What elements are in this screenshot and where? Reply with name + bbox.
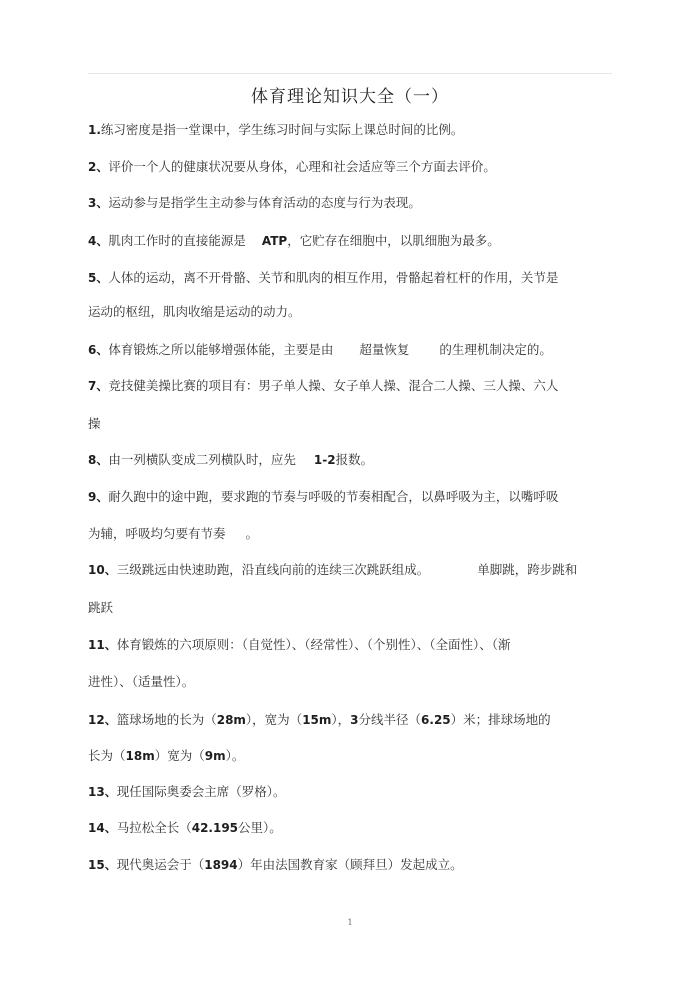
list-item <box>88 193 618 211</box>
list-item <box>88 450 618 468</box>
item-text: 现代奥运会于（ <box>116 857 205 872</box>
list-item <box>88 231 618 249</box>
item-text: 评价一个人的健康状况要从身体，心理和社会适应等三个方面去评价。 <box>108 159 496 174</box>
item-number: 1. <box>88 123 101 137</box>
list-item <box>88 710 618 728</box>
page-title: 体育理论知识大全（一） <box>251 87 449 107</box>
item-text: ）米；排球场地的 <box>450 712 551 727</box>
item-text: 篮球场地的长为（ <box>116 712 217 727</box>
list-item <box>88 818 618 836</box>
item-text: 。 <box>245 526 259 541</box>
list-item <box>88 268 618 286</box>
item-highlight: 1894 <box>204 858 238 872</box>
item-text: 耐久跑中的途中跑，要求跑的节奏与呼吸的节奏相配合，以鼻呼吸为主，以嘴呼吸 <box>108 489 559 504</box>
item-text: 运动的枢纽，肌肉收缩是运动的动力。 <box>88 304 301 319</box>
item-text: 报数。 <box>335 452 374 467</box>
item-text: ，它贮存在细胞中，以肌细胞为最多。 <box>287 233 500 248</box>
item-highlight: 9m <box>204 749 226 763</box>
item-highlight: 18m <box>125 749 155 763</box>
item-text: 体育锻炼之所以能够增强体能，主要是由 <box>108 342 334 357</box>
list-item <box>88 120 618 138</box>
item-highlight: 1-2 <box>313 453 336 467</box>
item-number: 2、 <box>88 160 109 174</box>
item-number: 3、 <box>88 196 109 210</box>
header-rule <box>88 73 612 74</box>
item-number: 15、 <box>88 858 117 872</box>
list-item <box>88 157 618 175</box>
item-text: ），宽为（ <box>245 712 303 727</box>
item-number: 11、 <box>88 638 117 652</box>
item-text: 单脚跳，跨步跳和 <box>477 562 578 577</box>
item-text: ）年由法国教育家（顾拜旦）发起成立。 <box>237 857 463 872</box>
item-text: 竞技健美操比赛的项目有：男子单人操、女子单人操、混合二人操、三人操、六人 <box>108 378 559 393</box>
item-text: 肌肉工作时的直接能源是 <box>108 233 246 248</box>
list-item <box>88 855 618 873</box>
item-text: 分线半径（ <box>358 712 422 727</box>
list-item-continuation <box>88 414 618 432</box>
item-text: 操 <box>88 416 101 431</box>
item-text: ）， <box>331 712 351 727</box>
list-item <box>88 782 618 800</box>
item-text: 长为（ <box>88 748 126 763</box>
item-text: ）宽为（ <box>154 748 205 763</box>
list-item <box>88 487 618 505</box>
item-number: 12、 <box>88 713 117 727</box>
page-number: 1 <box>347 918 353 927</box>
item-text: 由一列横队变成二列横队时，应先 <box>108 452 296 467</box>
item-text: 人体的运动，离不开骨骼、关节和肌肉的相互作用，骨骼起着杠杆的作用，关节是 <box>108 270 559 285</box>
item-text: 公里）。 <box>238 820 282 835</box>
item-highlight: 42.195 <box>191 821 239 835</box>
item-number: 4、 <box>88 234 109 248</box>
list-item-continuation <box>88 524 618 542</box>
item-highlight: 15m <box>302 713 332 727</box>
item-text: 跳跃 <box>88 600 114 615</box>
item-text: 的生理机制决定的。 <box>439 342 552 357</box>
list-item-continuation <box>88 302 618 320</box>
list-item <box>88 376 618 394</box>
item-number: 13、 <box>88 785 117 799</box>
item-highlight: 3 <box>350 713 359 727</box>
list-item-continuation <box>88 672 618 690</box>
list-item-continuation <box>88 598 618 616</box>
item-text: 三级跳远由快速助跑，沿直线向前的连续三次跳跃组成。 <box>116 562 430 577</box>
item-text: 现任国际奥委会主席（罗格）。 <box>116 784 286 799</box>
item-text: 进性）、（适量性）。 <box>88 674 195 689</box>
list-item-continuation <box>88 746 618 764</box>
item-number: 10、 <box>88 563 117 577</box>
item-number: 7、 <box>88 379 109 393</box>
item-number: 6、 <box>88 343 109 357</box>
item-text: 体育锻炼的六项原则：（自觉性）、（经常性）、（个别性）、（全面性）、（渐 <box>116 637 511 652</box>
item-number: 8、 <box>88 453 109 467</box>
item-number: 14、 <box>88 821 117 835</box>
item-highlight: 超量恢复 <box>359 342 410 357</box>
item-text: 为辅，呼吸均匀要有节奏 <box>88 526 226 541</box>
item-text: 运动参与是指学生主动参与体育活动的态度与行为表现。 <box>108 195 421 210</box>
item-text: 练习密度是指一堂课中，学生练习时间与实际上课总时间的比例。 <box>100 122 464 137</box>
list-item <box>88 560 618 578</box>
list-item <box>88 340 618 358</box>
item-text: 马拉松全长（ <box>116 820 192 835</box>
item-highlight: 28m <box>216 713 246 727</box>
item-number: 5、 <box>88 271 109 285</box>
item-text: ）。 <box>225 748 245 763</box>
list-item <box>88 635 618 653</box>
item-highlight: ATP <box>261 234 288 248</box>
item-number: 9、 <box>88 490 109 504</box>
item-highlight: 6.25 <box>421 713 451 727</box>
